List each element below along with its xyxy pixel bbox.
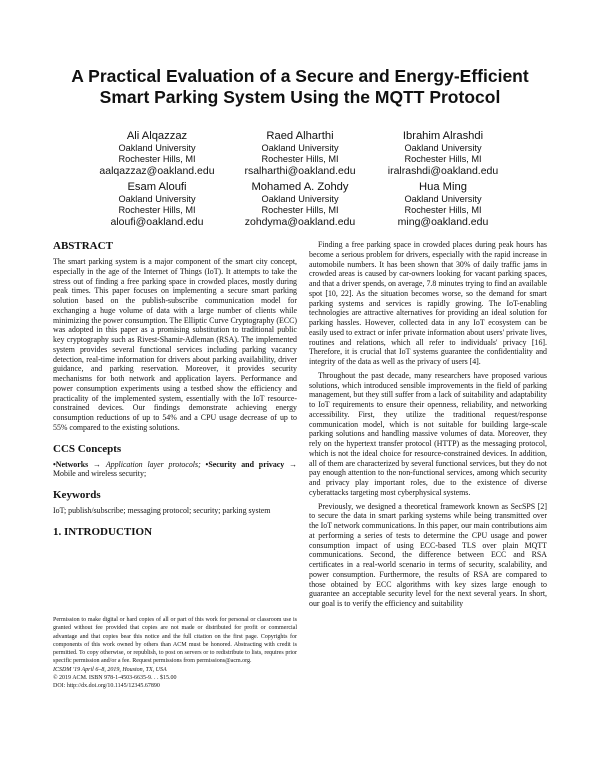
author-location: Rochester Hills, MI <box>404 205 482 215</box>
author-email[interactable]: rsalharthi@oakland.edu <box>244 165 356 177</box>
abstract-text: The smart parking system is a major component of the smart city concept, especially in the age of the Internet of Things (IoT). It attempts to take the stress out of finding a free parking space in crowded places, mostly during peak times. This paper focuses on implementing a secure smart parking solution based on the publish-subscribe communication model for exchanging a huge volume of data with a large number of clients while minimizing the power consumption. The Elliptic Curve Cryptography (ECC) was adopted in this paper as a promising substitution to traditional public key cryptography such as Rivest-Shamir-Adleman (RSA). The implemented system provides several functional services including parking vacancy detection, real-time information for drivers about parking availability, driver guidance, and parking reservation. Moreover, it provides security mechanisms for both network and application layers. Performance and power consumption experiments using a testbed show the efficiency and practicality of the implemented system, essentially with the IoT resource-constrained devices. Our findings demonstrate achieving energy consumption reductions of up to 54% and a CPU usage decrease of up to 55% compared to the existing solutions. <box>53 257 297 432</box>
author-email[interactable]: aloufi@oakland.edu <box>110 216 204 228</box>
author-block <box>343 130 543 177</box>
title-line-2: Smart Parking System Using the MQTT Protocol <box>99 87 501 107</box>
ccs-arrow: → <box>284 459 297 469</box>
doi-link[interactable]: DOI: http://dx.doi.org/10.1145/12345.67890 <box>53 683 160 690</box>
author-affiliation: Oakland University <box>261 143 339 153</box>
author-location: Rochester Hills, MI <box>118 205 196 215</box>
author-location: Rochester Hills, MI <box>404 154 482 164</box>
keywords-heading: Keywords <box>53 489 101 501</box>
left-column <box>53 240 297 543</box>
ccs-item-application: Application layer protocols; <box>105 459 201 469</box>
keywords-text: IoT; publish/subscribe; messaging protocol; security; parking system <box>53 506 271 515</box>
author-affiliation: Oakland University <box>261 194 339 204</box>
ccs-text <box>53 460 297 480</box>
author-affiliation: Oakland University <box>118 143 196 153</box>
paper-title <box>0 66 600 108</box>
author-email[interactable]: zohdyma@oakland.edu <box>244 216 356 228</box>
copyright-line: © 2019 ACM. ISBN 978-1-4503-6635-9. . . $15.00 <box>53 675 177 682</box>
introduction-heading: 1. INTRODUCTION <box>53 525 153 538</box>
author-email[interactable]: aalqazzaz@oakland.edu <box>99 165 215 177</box>
ccs-heading: CCS Concepts <box>53 442 122 455</box>
author-name: Raed Alharthi <box>266 130 334 142</box>
footnote-permission <box>53 616 297 691</box>
title-line-1: A Practical Evaluation of a Secure and Energy-Efficient <box>71 66 529 86</box>
author-affiliation: Oakland University <box>404 194 482 204</box>
right-column <box>309 240 547 609</box>
conference-info: ICSDM '19 April 6–8, 2019, Houston, TX, USA <box>53 666 167 673</box>
author-email[interactable]: iralrashdi@oakland.edu <box>387 165 499 177</box>
author-name: Hua Ming <box>419 181 467 193</box>
author-block <box>343 181 543 228</box>
intro-paragraph-2: Throughout the past decade, many researchers have proposed various solutions, which introduced sensible improvements in the field of parking management, but they still suffer from a lack of suitability and adaptability to IoT requirements to ensure their openness, reliability, and networking accessibility. First, they utilize the traditional request/response communication model, which is not suitable for building large-scale parking solutions and handling massive volumes of data. Moreover, they rely on the hypertext transfer protocol (HTTP) as the messaging protocol, which is not the ideal choice for resource-constrained devices. In addition, all of them are characterized by several functional services, but they do not pay enough attention to the non-functional services, among which security and privacy play important roles, due to the existence of diverse cyberattacks targeting most cyberphysical systems. <box>309 370 547 497</box>
ccs-bullet-security: •Security and privacy <box>200 459 285 469</box>
author-name: Ibrahim Alrashdi <box>402 130 484 142</box>
author-affiliation: Oakland University <box>118 194 196 204</box>
intro-paragraph-3: Previously, we designed a theoretical framework known as SecSPS [2] to secure the data in smart parking systems while being transmitted over the IoT network communications. In this paper, our main contributions aim at performing a series of tests to determine the CPU usage and power consumption impact of using ECC-based TLS over plain MQTT communications. Second, the difference between ECC and RSA certificates in a real-world scenario in terms of security, scalability, and power consumption. Furthermore, the results of RSA are compared to those obtained by ECC algorithms with key sizes large enough to guarantee an acceptable security level for the next several years. In short, our goal is to verify the efficiency and suitability <box>309 501 547 608</box>
author-email[interactable]: ming@oakland.edu <box>397 216 489 228</box>
ccs-arrow: → <box>88 459 106 469</box>
author-location: Rochester Hills, MI <box>118 154 196 164</box>
author-location: Rochester Hills, MI <box>261 154 339 164</box>
author-affiliation: Oakland University <box>404 143 482 153</box>
author-name: Ali Alqazzaz <box>126 130 188 142</box>
permission-text: Permission to make digital or hard copies of all or part of this work for personal or classroom use is granted without fee provided that copies are not made or distributed for profit or commercial advantage and that copies bear this notice and the full citation on the first page. Copyrights for components of this work owned by others than ACM must be honored. Abstracting with credit is permitted. To copy otherwise, or republish, to post on servers or to redistribute to lists, requires prior specific permission and/or a fee. Request permissions from permissions@acm.org. <box>53 617 297 665</box>
ccs-item-mobile: Mobile and wireless security; <box>53 469 147 479</box>
intro-paragraph-1: Finding a free parking space in crowded places during peak hours has become a serious problem for drivers, especially with the rapid increase in automobile numbers. It has been shown that 30% of daily traffic jams in crowded areas is caused by car-owners looking for vacant parking spaces, and that a driver spends, on average, 7.8 minutes trying to find an available spot [10, 22]. As the situation becomes worse, so the demand for smart parking systems and services is rapidly growing. The IoT-enabling technologies are attractive alternatives for providing an ideal solution for parking hassles. However, collected data in any IoT ecosystem can be easily used to extract or infer private information about users' private lives, routines and relations, which all refer to individuals' privacy [16]. Therefore, it is crucial that IoT systems guarantee the confidentiality and integrity of the data as well as the privacy of users [4]. <box>309 240 547 366</box>
abstract-heading: ABSTRACT <box>53 240 113 252</box>
author-name: Esam Aloufi <box>127 181 187 193</box>
author-location: Rochester Hills, MI <box>261 205 339 215</box>
author-name: Mohamed A. Zohdy <box>251 181 349 193</box>
ccs-bullet-networks: •Networks <box>53 459 89 469</box>
